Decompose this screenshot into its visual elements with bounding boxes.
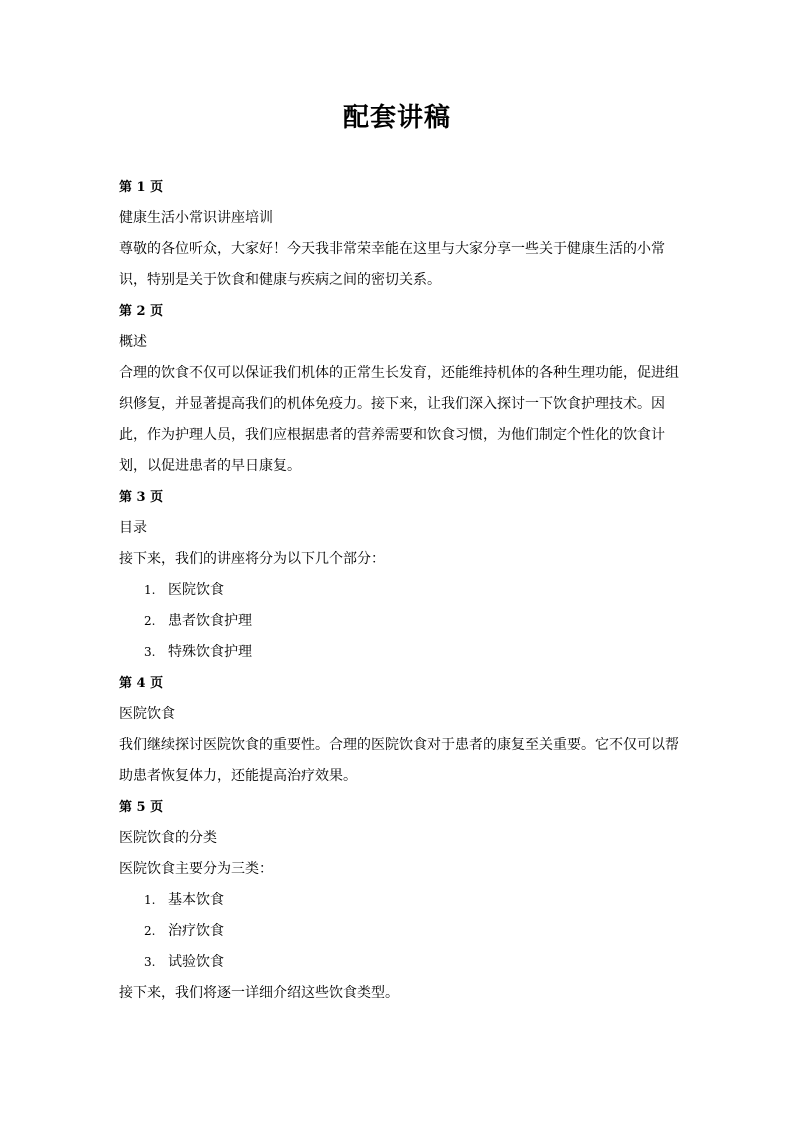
section-body-4: 我们继续探讨医院饮食的重要性。合理的医院饮食对于患者的康复至关重要。它不仅可以帮助患者恢复体力，还能提高治疗效果。 [119,737,679,784]
diet-category-list [119,885,685,978]
list-item [119,885,685,916]
section-outro-5: 接下来，我们将逐一详细介绍这些饮食类型。 [119,985,399,1001]
list-item-text: 患者饮食护理 [168,613,252,629]
list-item-number: 1. [144,583,156,597]
section-body-1: 尊敬的各位听众，大家好！今天我非常荣幸能在这里与大家分享一些关于健康生活的小常识，特别是关于饮食和健康与疾病之间的密切关系。 [119,241,665,288]
section-heading-4: 医院饮食 [119,706,175,722]
list-item [119,916,685,947]
page-label-3: 第 3 页 [119,490,164,505]
list-item-text: 试验饮食 [168,954,224,970]
page-label-4: 第 4 页 [119,676,164,691]
section-heading-2: 概述 [119,334,147,350]
list-item-number: 2. [144,614,156,628]
list-item-text: 治疗饮食 [168,923,224,939]
list-item-number: 2. [144,924,156,938]
section-heading-3: 目录 [119,520,147,536]
document-body [119,172,685,1009]
page-label-5: 第 5 页 [119,800,164,815]
document-title: 配套讲稿 [342,103,451,133]
list-item [119,947,685,978]
toc-list [119,575,685,668]
section-intro-5: 医院饮食主要分为三类： [119,861,273,877]
section-heading-1: 健康生活小常识讲座培训 [119,210,273,226]
section-intro-3: 接下来，我们的讲座将分为以下几个部分： [119,551,385,567]
list-item [119,637,685,668]
list-item-number: 3. [144,955,156,969]
list-item-text: 医院饮食 [168,582,224,598]
section-body-2: 合理的饮食不仅可以保证我们机体的正常生长发育，还能维持机体的各种生理功能，促进组织修复，并显著提高我们的机体免疫力。接下来，让我们深入探讨一下饮食护理技术。因此，作为护理人员，我们应根据患者的营养需要和饮食习惯，为他们制定个性化的饮食计划，以促进患者的早日康复。 [119,365,679,474]
list-item-number: 1. [144,893,156,907]
page-label-2: 第 2 页 [119,304,164,319]
list-item-text: 特殊饮食护理 [168,644,252,660]
list-item [119,575,685,606]
page-label-1: 第 1 页 [119,180,164,195]
section-heading-5: 医院饮食的分类 [119,830,217,846]
list-item-text: 基本饮食 [168,892,224,908]
list-item [119,606,685,637]
list-item-number: 3. [144,645,156,659]
